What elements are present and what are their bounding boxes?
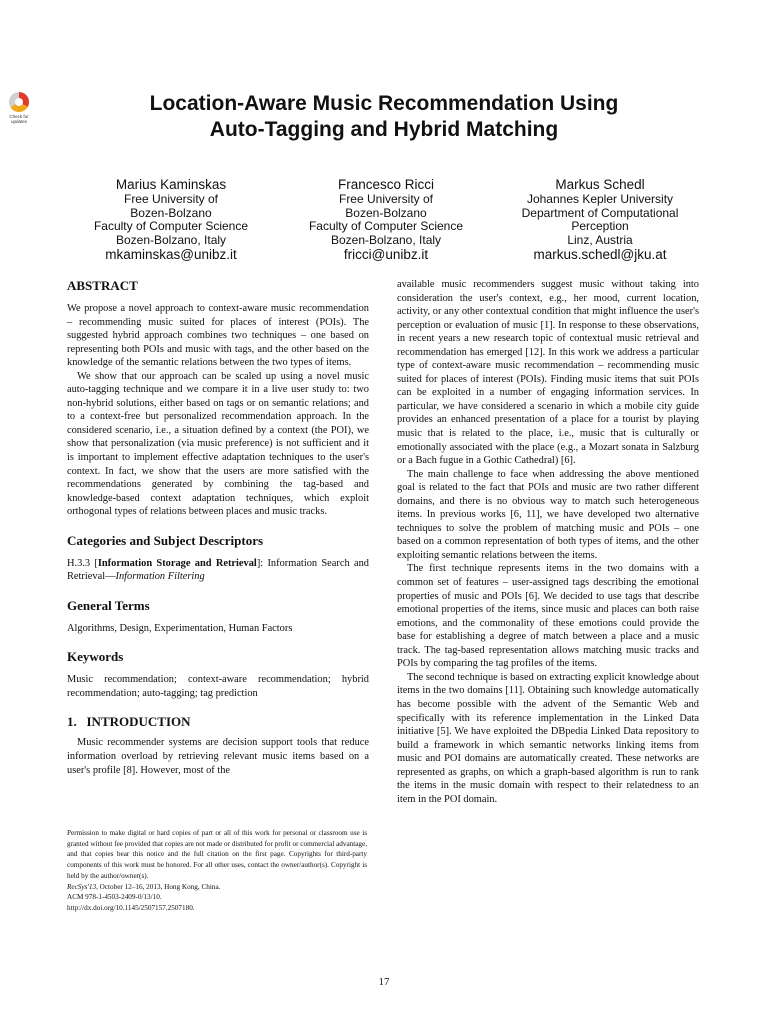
keywords-text: Music recommendation; context-aware recommendation; hybrid recommendation; auto-tagging; tag prediction — [67, 674, 369, 699]
abstract-heading: ABSTRACT — [67, 278, 138, 293]
page-number: 17 — [378, 976, 390, 988]
author-email[interactable]: mkaminskas@unibz.it — [105, 247, 237, 262]
introduction-paragraph: Music recommender systems are decision support tools that reduce information overload by retrieving relevant music items based on a user's profile [8]. However, most of the — [67, 737, 369, 776]
general-terms-heading: General Terms — [67, 597, 150, 613]
abstract-paragraph: We show that our approach can be scaled up using a novel music auto-tagging technique and we compare it in a live user study to: two non-hybrid solutions, either based on tags or on semantic relations; and to a context-free but personalized recommendation approach. In the considered scenario, i.e., a situation defined by a context (the POI), we show that personalization (via music preference) is not sufficient and it is important to implement effective adaptation techniques to the user's context. In fact, we show that the users are more satisfied with the recommendations generated by combining the tag-based and knowledge-based context adaptation techniques, which exploit orthogonal types of relations between places and music tracks. — [67, 370, 369, 518]
author-affiliation-line: Bozen-Bolzano — [130, 205, 212, 220]
categories-italic: Information Filtering — [115, 571, 205, 583]
categories-code: H.3.3 [ — [67, 557, 98, 569]
author-affiliation-line: Free University of — [338, 192, 434, 206]
author-affiliation-line: Perception — [571, 219, 629, 233]
categories-bold: Information Storage and Retrieval — [97, 557, 257, 569]
author-1 — [66, 177, 276, 262]
paper-title — [60, 91, 708, 143]
badge-label — [6, 114, 32, 124]
acm-isbn: ACM 978-1-4503-2409-0/13/10. — [67, 893, 162, 902]
copyright-footnote — [67, 828, 367, 914]
crossmark-icon — [9, 92, 29, 112]
badge-line-1: Check for — [9, 114, 29, 119]
title-line-1: Location-Aware Music Recommendation Using — [149, 92, 619, 115]
doi-link[interactable]: http://dx.doi.org/10.1145/2507157.2507180. — [67, 903, 195, 912]
keywords-heading: Keywords — [67, 649, 124, 665]
author-affiliation-line: Johannes Kepler University — [526, 192, 674, 206]
author-affiliation-line: Bozen-Bolzano — [345, 205, 427, 220]
conference-name: RecSys'13, — [67, 882, 98, 891]
permission-notice: Permission to make digital or hard copies of part or all of this work for personal or classroom use is granted without fee provided that copies are not made or distributed for profit or commercial advantage, and that copies bear this notice and the full citation on the first page. Copyrights for third-party components of this work must be honored. For all other uses, contact the owner/author(s). Copyright is held by the author/owner(s). — [67, 829, 367, 880]
author-name: Markus Schedl — [555, 177, 645, 192]
body-paragraph: The first technique represents items in the two domains with a common set of features – user-assigned tags describing the emotional properties of music and POIs [6]. We decided to use tags that describe emotional properties of the items, since music and places can both raise emotions, and the commonality of these emotions could provide the base for establishing a degree of match between a place and a music track. The tag-based representation allows matching music tracks and POIs by comparing the tag profiles of the items. — [397, 563, 699, 670]
body-paragraph: available music recommenders suggest music without taking into consideration the user's context, e.g., her mood, current location, activity, or any other contextual condition that might influence the user's perception or evaluation of music [1]. In response to these observations, in recent years a new research topic of contextual music retrieval and recommendation has emerged [12]. In this work we address a particular type of context-aware music recommendation – recommending music suited for places of interest (POIs). Finding music items that suit POIs can be exploited in a number of engaging information services. In particular, we have considered a scenario in which a mobile city guide provides an enhanced presentation of a place for a tourist by playing music that is related to the place, i.e., music that is culturally or emotionally associated with the place (e.g., a Mozart sonata in Salzburg or a Bach fugue in a Gothic Cathedral) [6]. — [397, 279, 699, 467]
conference-details: October 12–16, 2013, Hong Kong, China. — [97, 882, 221, 891]
author-name: Marius Kaminskas — [115, 177, 227, 192]
badge-line-2: updates — [10, 119, 27, 124]
author-affiliation-line: Free University of — [123, 192, 219, 206]
author-affiliation-line: Faculty of Computer Science — [93, 219, 249, 233]
categories-rest: ]: Information Search and Retrieval— — [67, 557, 369, 583]
general-terms-text: Algorithms, Design, Experimentation, Human Factors — [67, 622, 293, 634]
abstract-paragraph: We propose a novel approach to context-aware music recommendation – recommending music suited for places of interest (POIs). The suggested hybrid approach combines two techniques – one based on representing both POIs and music with tags, and the other based on the knowledge of the semantic relations between the two types of items. — [67, 303, 369, 369]
author-3 — [495, 177, 705, 262]
categories-text — [67, 557, 369, 584]
right-column — [397, 278, 699, 806]
author-affiliation-line: Bozen-Bolzano, Italy — [115, 232, 227, 247]
author-affiliation-line: Department of Computational — [521, 205, 679, 220]
author-email[interactable]: fricci@unibz.it — [343, 247, 429, 262]
author-name: Francesco Ricci — [337, 177, 435, 192]
body-paragraph: The second technique is based on extracting explicit knowledge about items in the two domains [11]. Obtaining such knowledge automatically has become possible with the advent of the Semantic Web and specifically with its reference implementation in the Linked Data initiative [5]. We have exploited the DBpedia Linked Data repository to build a framework in which semantic networks linking items from music and POI domains are automatically created. These networks are represented as graphs, on which a graph-based algorithm is run to rank the items in the music domain with respect to their relatedness to an item in the POI domain. — [397, 671, 699, 805]
introduction-heading: 1. INTRODUCTION — [67, 714, 191, 730]
categories-heading: Categories and Subject Descriptors — [67, 532, 264, 548]
author-2 — [281, 177, 491, 262]
author-email[interactable]: markus.schedl@jku.at — [533, 247, 667, 262]
left-column — [67, 278, 369, 777]
author-affiliation-line: Linz, Austria — [567, 232, 633, 247]
author-affiliation-line: Bozen-Bolzano, Italy — [330, 232, 442, 247]
conference-line — [67, 882, 367, 893]
body-paragraph: The main challenge to face when addressing the above mentioned goal is related to the fact that POIs and music are two rather different domains, and there is no obvious way to match such heterogeneous items. In previous works [6, 11], we have developed two alternative techniques to solve the problem of matching music and POIs – one based on a common representation of both types of items, and the other exploiting semantic relations between the items. — [397, 468, 699, 561]
author-affiliation-line: Faculty of Computer Science — [308, 219, 464, 233]
check-for-updates-badge[interactable] — [6, 92, 32, 124]
title-line-2: Auto-Tagging and Hybrid Matching — [209, 118, 559, 141]
